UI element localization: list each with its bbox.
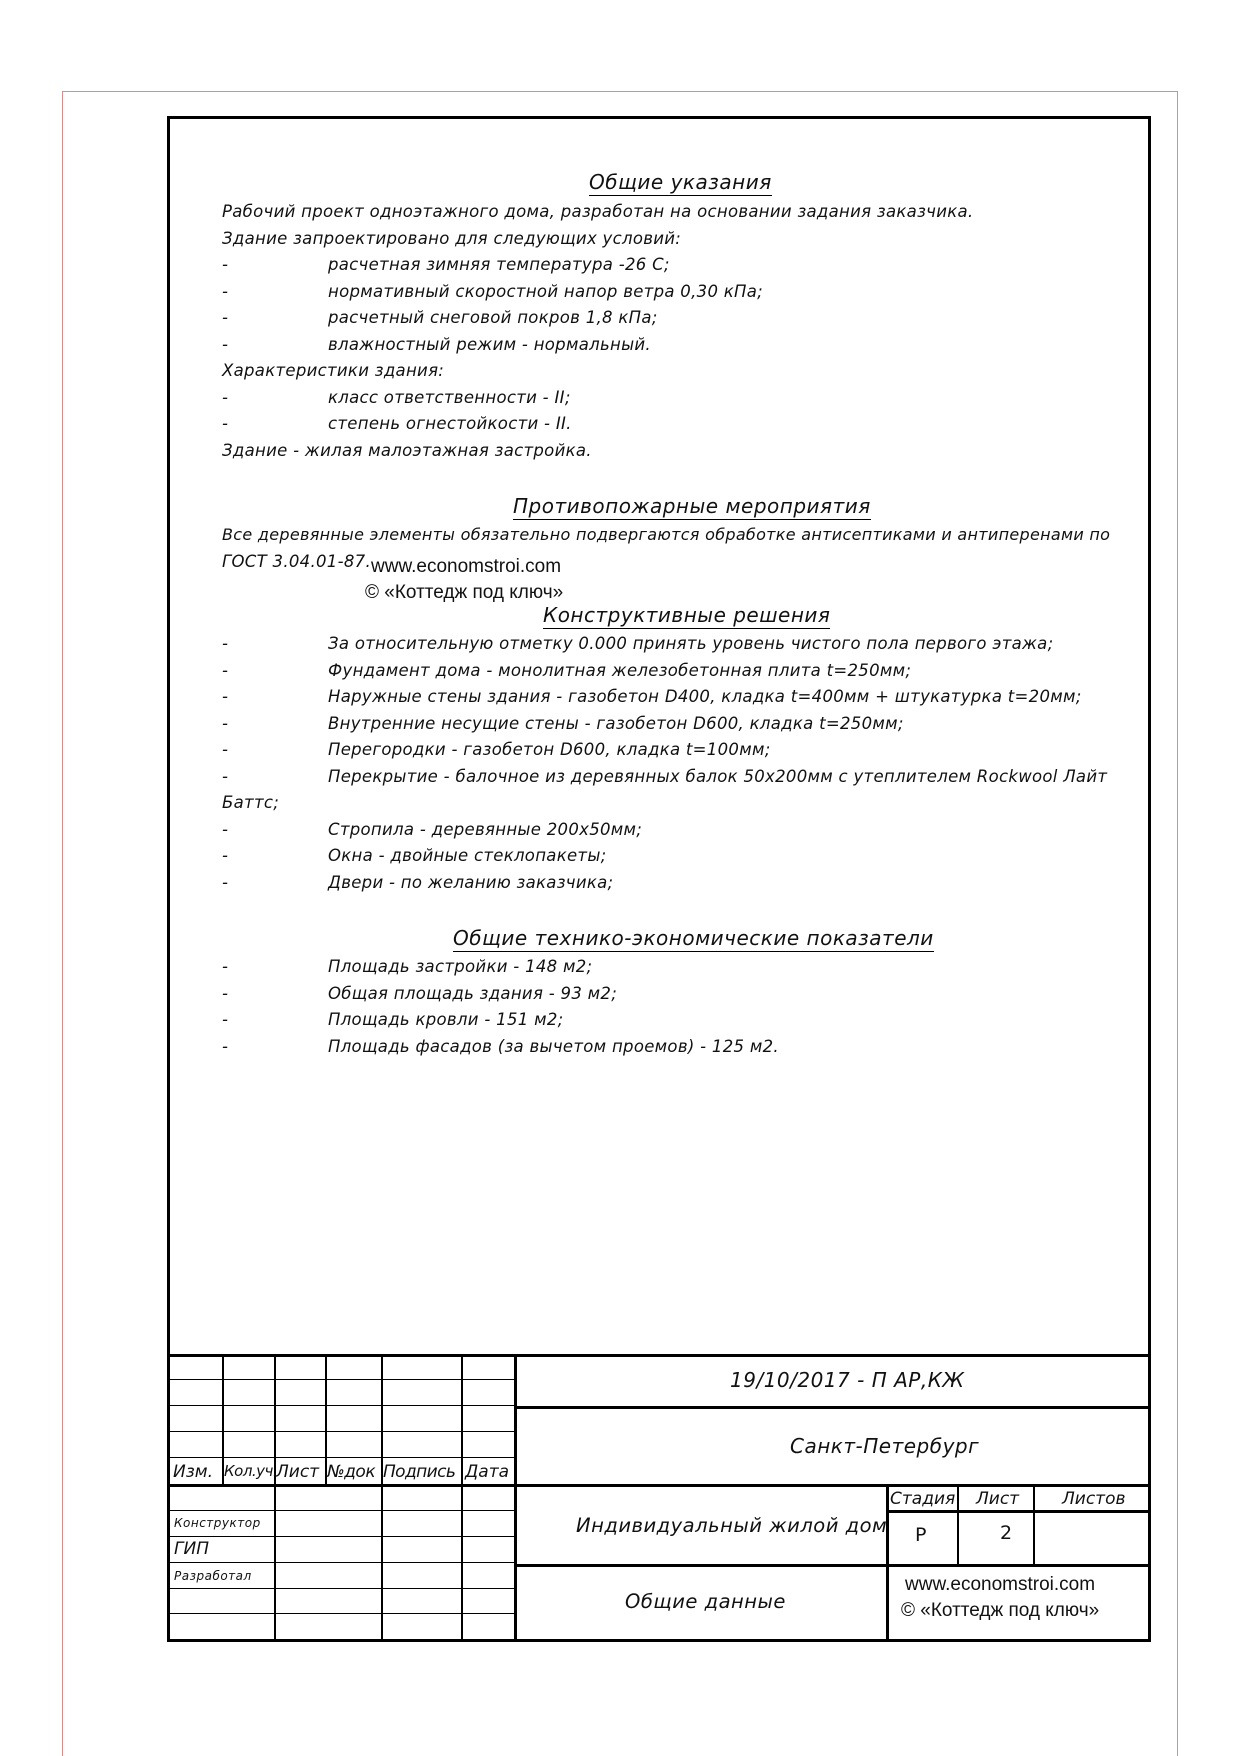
paragraph: Здание запроектировано для следующих условий: <box>222 229 682 248</box>
watermark-url: www.economstroi.com <box>371 556 562 577</box>
list-item: Двери - по желанию заказчика; <box>328 873 614 892</box>
col-header-kol: Кол.уч. <box>224 1462 278 1480</box>
role-developer: Разработал <box>174 1569 252 1583</box>
list-dash: - <box>222 714 229 733</box>
drawing-frame <box>167 116 1151 1642</box>
section-title-general: Общие указания <box>589 170 772 194</box>
stamp-watermark-url: www.economstroi.com <box>905 1574 1096 1595</box>
list-item: За относительную отметку 0.000 принять уровень чистого пола первого этажа; <box>328 634 1054 653</box>
list-item: Площадь кровли - 151 м2; <box>328 1010 564 1029</box>
list-item: класс ответственности - II; <box>328 388 571 407</box>
list-dash: - <box>222 873 229 892</box>
stage-value: Р <box>915 1524 927 1546</box>
list-item: Стропила - деревянные 200х50мм; <box>328 820 643 839</box>
list-dash: - <box>222 767 229 786</box>
paragraph: Здание - жилая малоэтажная застройка. <box>222 441 592 460</box>
list-item-wrap: Баттс; <box>222 793 280 812</box>
list-dash: - <box>222 282 229 301</box>
list-item: Площадь фасадов (за вычетом проемов) - 125 м2. <box>328 1037 779 1056</box>
list-item: Внутренние несущие стены - газобетон D600, кладка t=250мм; <box>328 714 904 733</box>
paragraph: Все деревянные элементы обязательно подвергаются обработке антисептиками и антиперенами по <box>222 525 1111 544</box>
list-item: Площадь застройки - 148 м2; <box>328 957 593 976</box>
project-code: 19/10/2017 - П АР,КЖ <box>730 1368 965 1392</box>
list-dash: - <box>222 984 229 1003</box>
list-dash: - <box>222 335 229 354</box>
paragraph: Рабочий проект одноэтажного дома, разработан на основании задания заказчика. <box>222 202 974 221</box>
paragraph: ГОСТ 3.04.01-87. <box>222 552 371 571</box>
col-header-date: Дата <box>465 1462 510 1482</box>
stamp-watermark-copyright: © «Коттедж под ключ» <box>901 1600 1100 1621</box>
section-title-tep: Общие технико-экономические показатели <box>453 926 934 950</box>
list-dash: - <box>222 846 229 865</box>
list-dash: - <box>222 687 229 706</box>
list-dash: - <box>222 740 229 759</box>
col-header-list: Лист <box>276 1462 320 1482</box>
sheets-label: Листов <box>1062 1489 1126 1509</box>
col-header-izm: Изм. <box>173 1462 213 1482</box>
list-item: Перегородки - газобетон D600, кладка t=100мм; <box>328 740 771 759</box>
list-dash: - <box>222 957 229 976</box>
list-item: нормативный скоростной напор ветра 0,30 кПа; <box>328 282 764 301</box>
list-dash: - <box>222 308 229 327</box>
list-item: расчетная зимняя температура -26 С; <box>328 255 670 274</box>
list-dash: - <box>222 1010 229 1029</box>
title-block <box>170 1354 1148 1639</box>
role-constructor: Конструктор <box>174 1516 261 1530</box>
list-dash: - <box>222 414 229 433</box>
list-item: Фундамент дома - монолитная железобетонная плита t=250мм; <box>328 661 912 680</box>
sheet-label: Лист <box>976 1489 1020 1509</box>
list-dash: - <box>222 820 229 839</box>
list-item: Общая площадь здания - 93 м2; <box>328 984 618 1003</box>
list-item: Окна - двойные стеклопакеты; <box>328 846 607 865</box>
object-name: Индивидуальный жилой дом <box>576 1514 888 1537</box>
sheet-value: 2 <box>1000 1522 1013 1544</box>
list-item: влажностный режим - нормальный. <box>328 335 651 354</box>
role-gip: ГИП <box>174 1539 209 1559</box>
list-dash: - <box>222 661 229 680</box>
list-item: Наружные стены здания - газобетон D400, кладка t=400мм + штукатурка t=20мм; <box>328 687 1082 706</box>
list-dash: - <box>222 634 229 653</box>
sheet-name: Общие данные <box>625 1590 786 1613</box>
list-dash: - <box>222 1037 229 1056</box>
list-dash: - <box>222 388 229 407</box>
watermark-copyright: © «Коттедж под ключ» <box>365 582 564 603</box>
list-item: Перекрытие - балочное из деревянных балок 50х200мм с утеплителем Rockwool Лайт <box>328 767 1108 786</box>
col-header-doc: №док <box>327 1462 376 1482</box>
section-title-structural: Конструктивные решения <box>543 603 831 627</box>
list-item: степень огнестойкости - II. <box>328 414 572 433</box>
paragraph: Характеристики здания: <box>222 361 445 380</box>
stage-label: Стадия <box>890 1489 956 1509</box>
city: Санкт-Петербург <box>790 1434 980 1458</box>
list-dash: - <box>222 255 229 274</box>
list-item: расчетный снеговой покров 1,8 кПа; <box>328 308 658 327</box>
col-header-sign: Подпись <box>383 1462 456 1482</box>
section-title-fire: Противопожарные мероприятия <box>513 494 871 518</box>
